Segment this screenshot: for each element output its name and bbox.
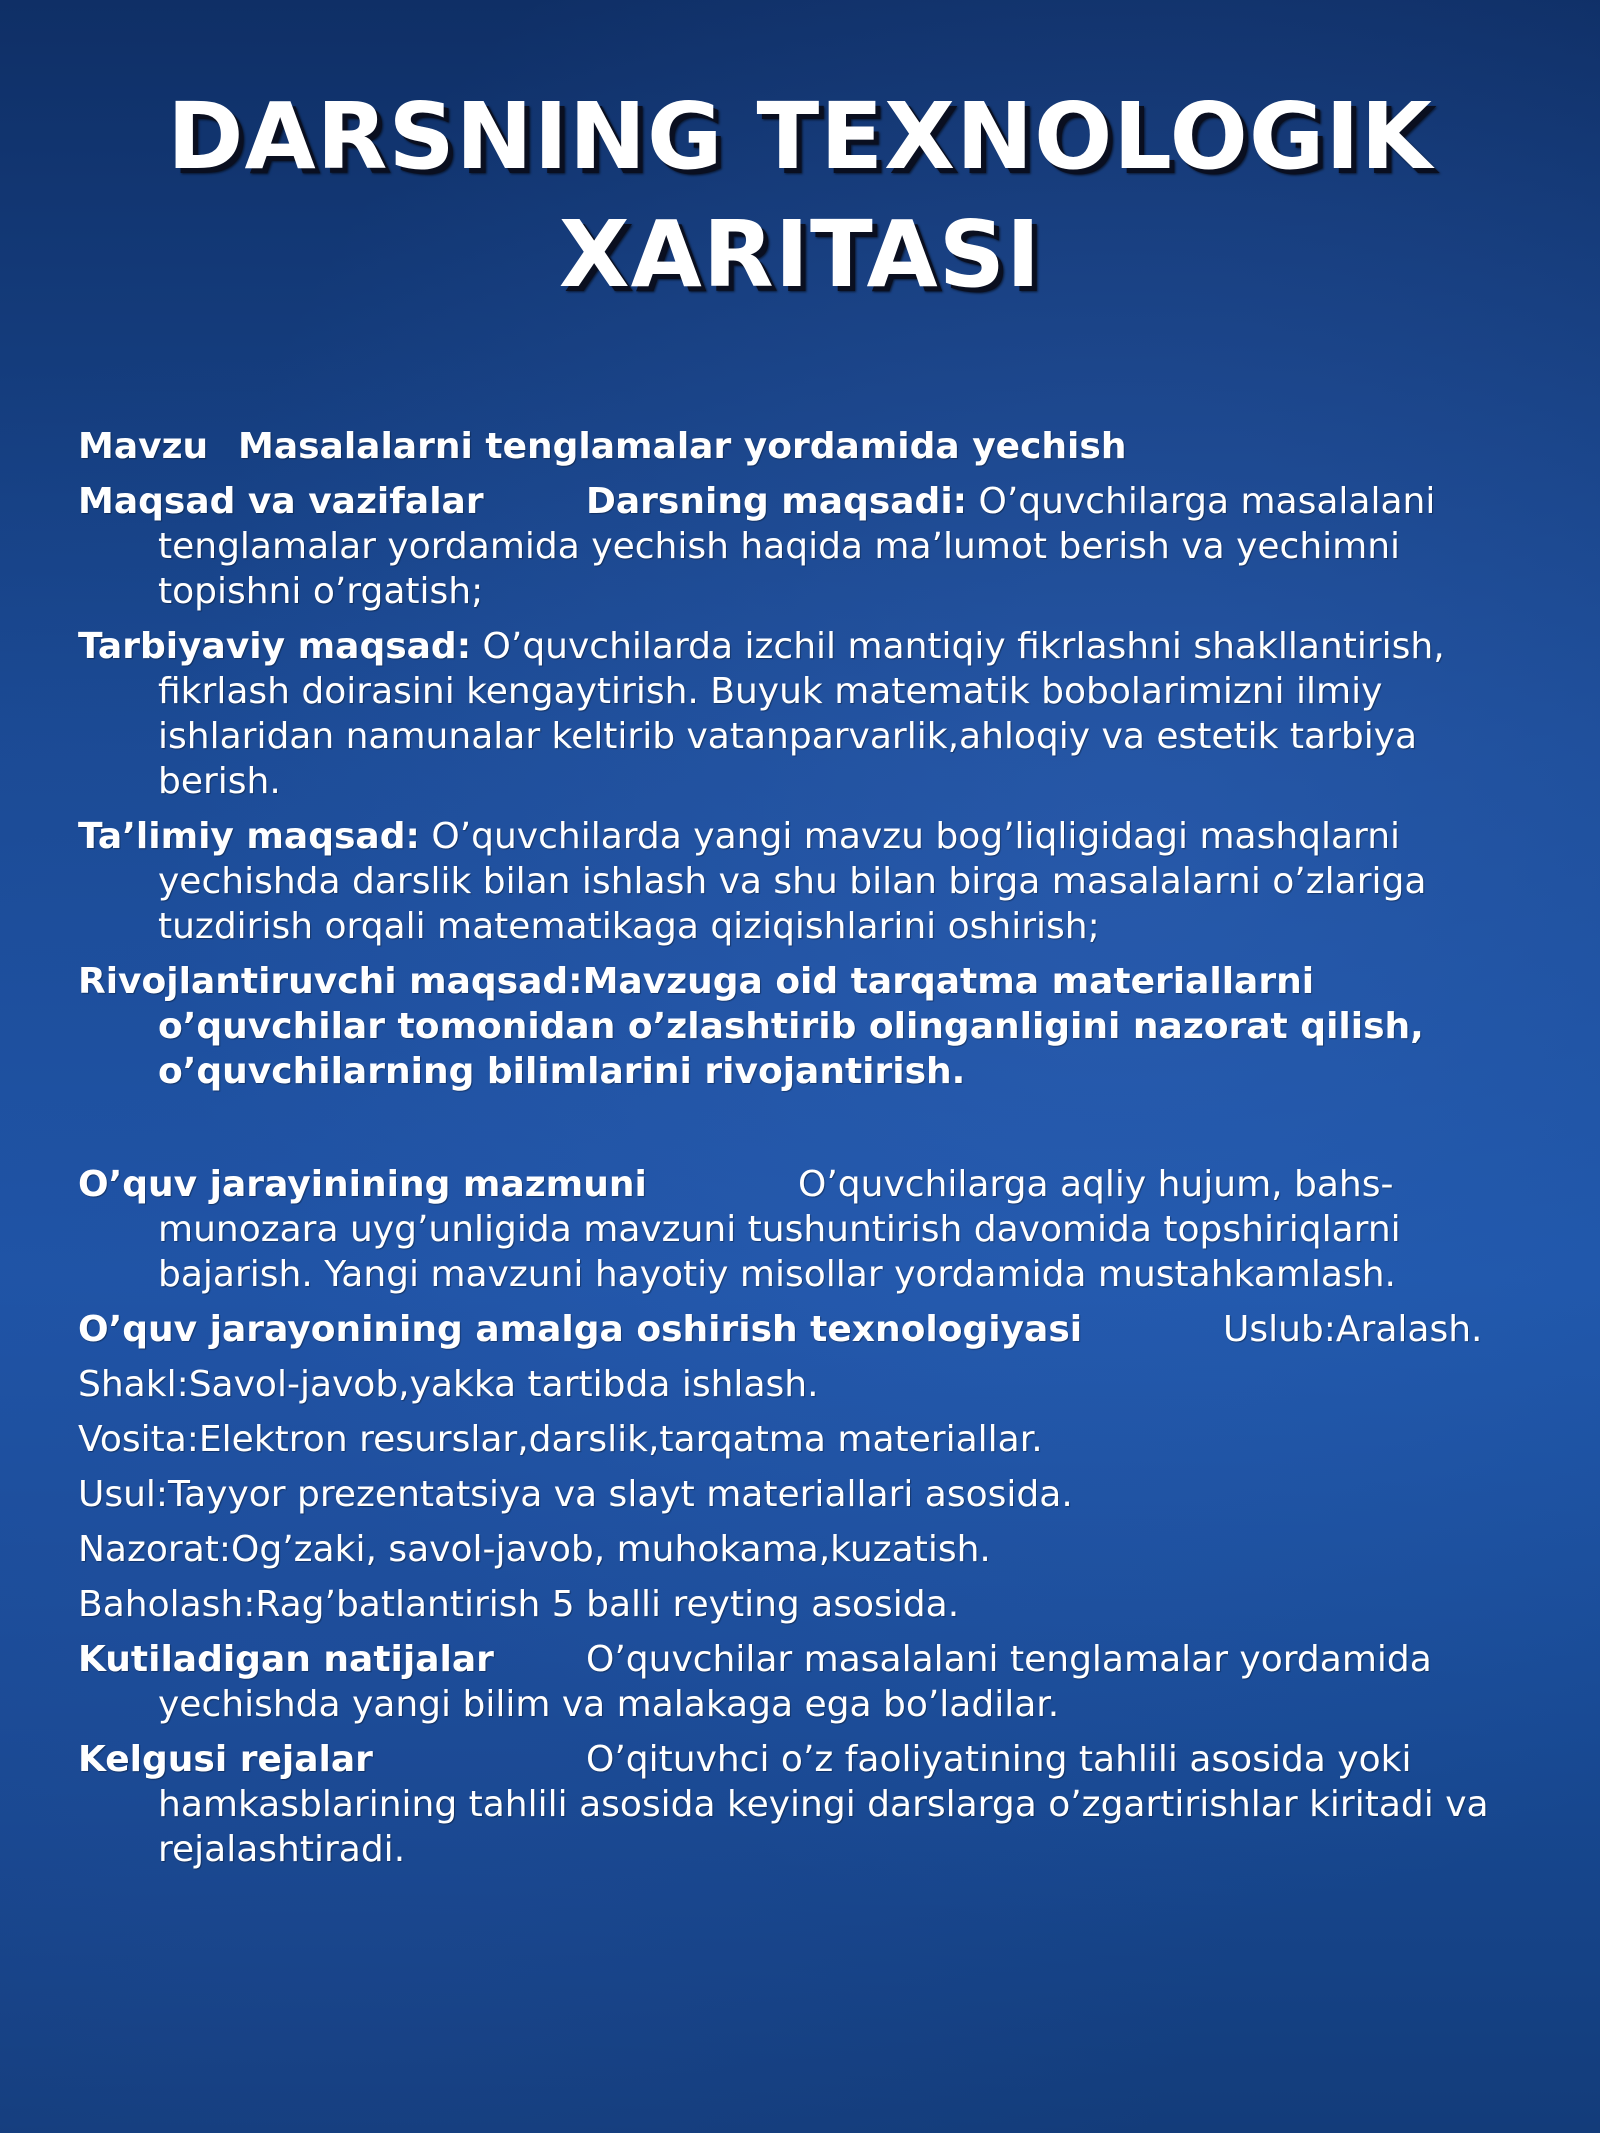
maqsad-label: Maqsad va vazifalar [78, 481, 484, 522]
tarbiyaviy-text: O’quvchilarda izchil mantiqiy fikrlashni shakllantirish, fikrlash doirasini kengaytirish. Buyuk matematik bobolarimizni ilmiy ishlaridan namunalar keltirib vatanparvarlik,ahloqiy va estetik tarbiya berish. [158, 626, 1445, 802]
texnologiya-label: O’quv jarayonining amalga oshirish texnologiyasi [78, 1309, 1083, 1350]
row-baholash: Baholash:Rag’batlantirish 5 balli reyting asosida. [78, 1584, 960, 1625]
mazmun-label: O’quv jarayinining mazmuni [78, 1164, 647, 1205]
rejalar-text: O’qituvhci o’z faoliyatining tahlili asosida yoki hamkasblarining tahlili asosida keyingi darslarga o’zgartirishlar kiritadi va rejalashtiradi. [158, 1739, 1489, 1870]
title-line-1: DARSNING TEXNOLOGIK [167, 83, 1433, 190]
row-talimiy [78, 814, 1518, 949]
row-rejalar [78, 1737, 1518, 1872]
mavzu-value: Masalalarni tenglamalar yordamida yechish [238, 426, 1127, 467]
row-usul: Usul:Tayyor prezentatsiya va slayt materiallari asosida. [78, 1474, 1073, 1515]
row-mavzu [78, 424, 1518, 469]
natijalar-label: Kutiladigan natijalar [78, 1639, 494, 1680]
row-nazorat: Nazorat:Og’zaki, savol-javob, muhokama,kuzatish. [78, 1529, 991, 1570]
section-spacer [78, 1104, 1518, 1162]
row-maqsad [78, 479, 1518, 614]
rivojlantiruvchi-text: Mavzuga oid tarqatma materiallarni o’quvchilar tomonidan o’zlashtirib olinganligini nazorat qilish, o’quvchilarning bilimlarini rivojantirish. [158, 961, 1424, 1092]
mazmun-text: O’quvchilarga aqliy hujum, bahs-munozara uyg’unligida mavzuni tushuntirish davomida topshiriqlarni bajarish. Yangi mavzuni hayotiy misollar yordamida mustahkamlash. [158, 1164, 1401, 1295]
row-rivojlantiruvchi [78, 959, 1518, 1094]
maqsad-sublabel: Darsning maqsadi: [586, 481, 968, 522]
texnologiya-text: Uslub:Aralash. [1223, 1309, 1483, 1350]
row-tarbiyaviy [78, 624, 1518, 804]
row-vosita: Vosita:Elektron resurslar,darslik,tarqatma materiallar. [78, 1419, 1043, 1460]
rejalar-label: Kelgusi rejalar [78, 1739, 373, 1780]
row-shakl: Shakl:Savol-javob,yakka tartibda ishlash. [78, 1364, 819, 1405]
row-mazmun [78, 1162, 1518, 1297]
row-texnologiya [78, 1307, 1518, 1352]
mavzu-label: Mavzu [78, 426, 209, 467]
talimiy-label: Ta’limiy maqsad: [78, 816, 420, 857]
talimiy-text: O’quvchilarda yangi mavzu bog’liqligidagi mashqlarni yechishda darslik bilan ishlash va shu bilan birga masalalarni o’zlariga tuzdirish orqali matematikaga qiziqishlarini oshirish; [158, 816, 1427, 947]
slide-title [0, 78, 1600, 314]
tarbiyaviy-label: Tarbiyaviy maqsad: [78, 626, 472, 667]
row-natijalar [78, 1637, 1518, 1727]
lesson-map-body [78, 424, 1518, 1882]
maqsad-text: O’quvchilarga masalalani tenglamalar yordamida yechish haqida ma’lumot berish va yechimni topishni o’rgatish; [158, 481, 1436, 612]
title-line-2: XARITASI [558, 201, 1042, 308]
rivojlantiruvchi-label: Rivojlantiruvchi maqsad: [78, 961, 583, 1002]
natijalar-text: O’quvchilar masalalani tenglamalar yordamida yechishda yangi bilim va malakaga ega bo’ladilar. [158, 1639, 1432, 1725]
